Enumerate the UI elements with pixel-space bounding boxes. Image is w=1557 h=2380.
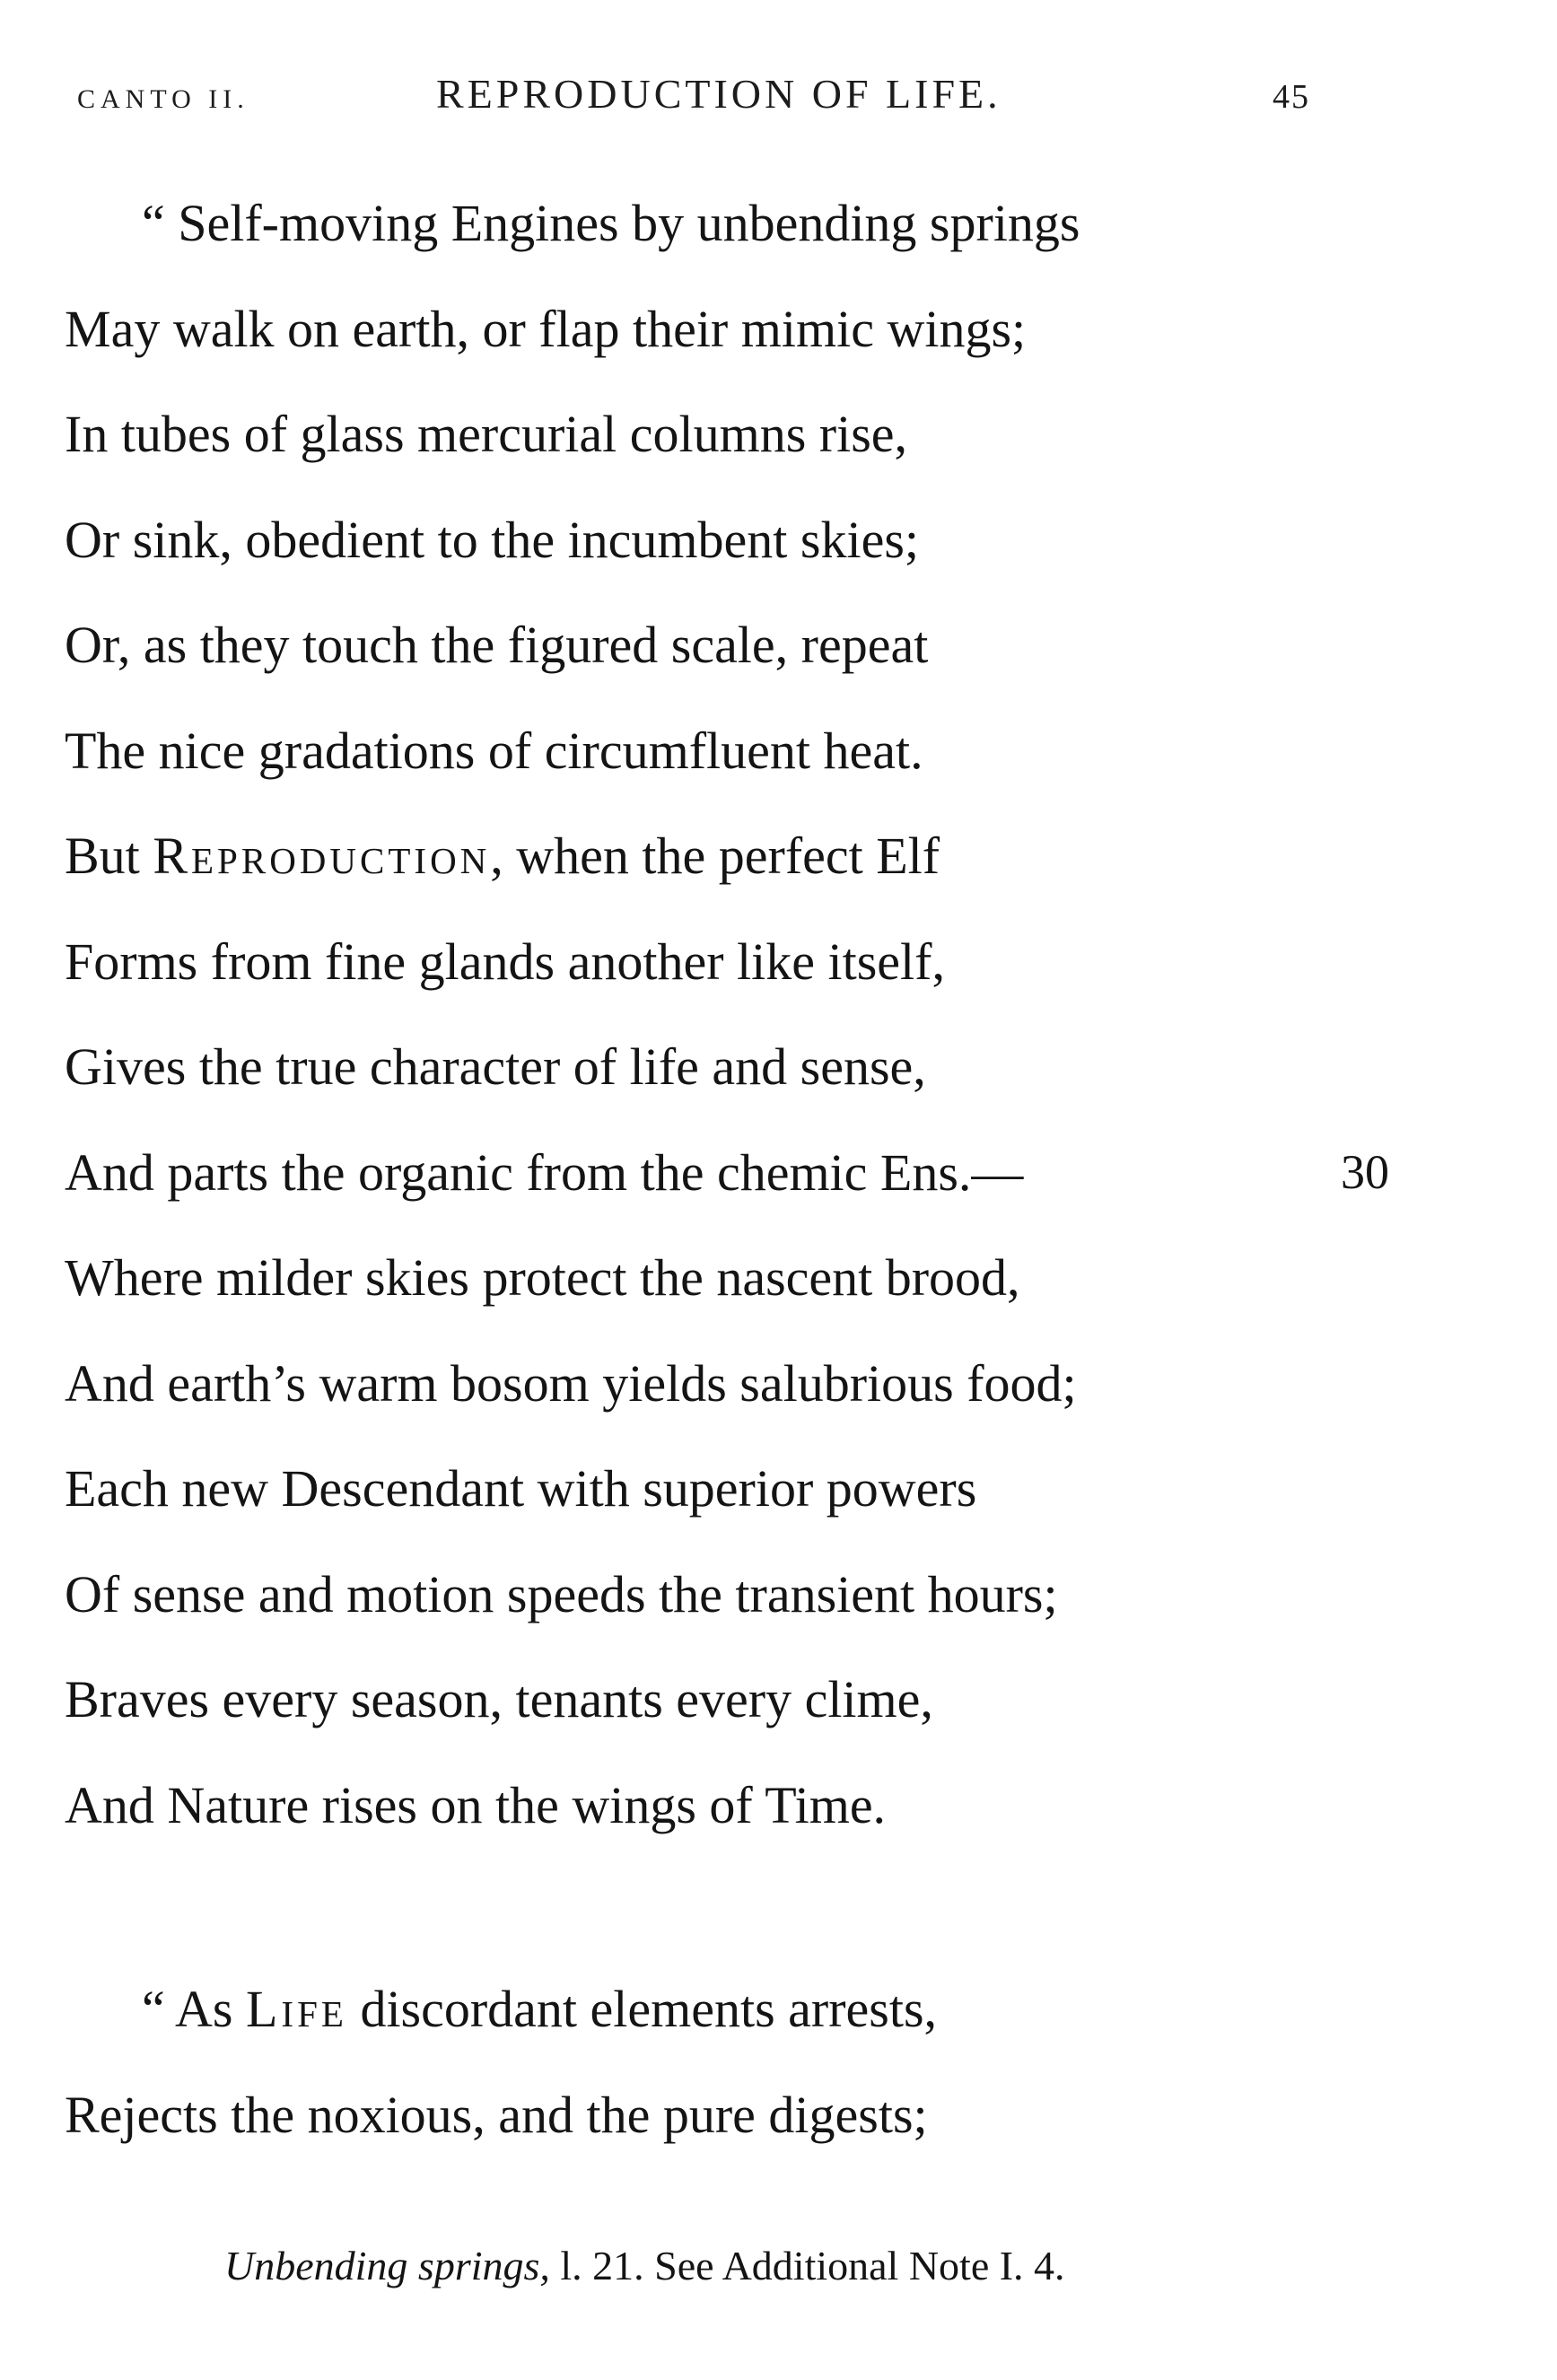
verse-text: “ As — [142, 1980, 246, 2038]
footnote-text: l. 21. See Additional Note I. 4. — [549, 2243, 1065, 2288]
verse-line: In tubes of glass mercurial columns rise, — [65, 405, 908, 463]
verse-line: Braves every season, tenants every clime, — [65, 1670, 933, 1728]
canto-label: CANTO II. — [77, 84, 249, 114]
verse-text: , when the perfect Elf — [490, 827, 940, 885]
running-header — [0, 70, 1557, 124]
verse-text: discordant elements arrests, — [346, 1980, 938, 2038]
smallcaps-term: Reproduction — [153, 827, 491, 885]
verse-text: But — [65, 827, 153, 885]
verse-line: The nice gradations of circumfluent heat. — [65, 721, 923, 780]
verse-line: Each new Descendant with superior powers — [65, 1459, 977, 1518]
verse-line — [65, 1956, 1500, 2062]
verse-line: And Nature rises on the wings of Time. — [65, 1775, 887, 1834]
verse-line: Of sense and motion speeds the transient hours; — [65, 1564, 1058, 1623]
verse-stanza-1 — [65, 171, 1500, 1858]
footnote — [224, 2242, 1391, 2289]
verse-line — [65, 803, 1500, 909]
verse-line: “ Self-moving Engines by unbending springs — [142, 194, 1080, 252]
running-title: REPRODUCTION OF LIFE. — [436, 71, 1002, 117]
verse-text: And parts the organic from the chemic Ens.— — [65, 1142, 1024, 1202]
smallcaps-term: Life — [246, 1980, 347, 2038]
verse-line: May walk on earth, or flap their mimic wings; — [65, 299, 1027, 358]
page-number: 45 — [1273, 78, 1310, 116]
footnote-reference: Unbending springs, — [224, 2243, 550, 2288]
verse-line: Or sink, obedient to the incumbent skies; — [65, 510, 920, 569]
verse-line: Where milder skies protect the nascent brood, — [65, 1248, 1020, 1307]
verse-line: Or, as they touch the figured scale, repeat — [65, 616, 929, 674]
verse-line: And earth’s warm bosom yields salubrious food; — [65, 1353, 1077, 1413]
verse-line: Gives the true character of life and sense, — [65, 1037, 926, 1096]
line-number: 30 — [1341, 1144, 1389, 1199]
verse-line: Rejects the noxious, and the pure digests; — [65, 2085, 928, 2144]
verse-line — [65, 1120, 1500, 1226]
verse-stanza-2 — [65, 1956, 1500, 2167]
verse-line: Forms from fine glands another like itself, — [65, 932, 945, 991]
